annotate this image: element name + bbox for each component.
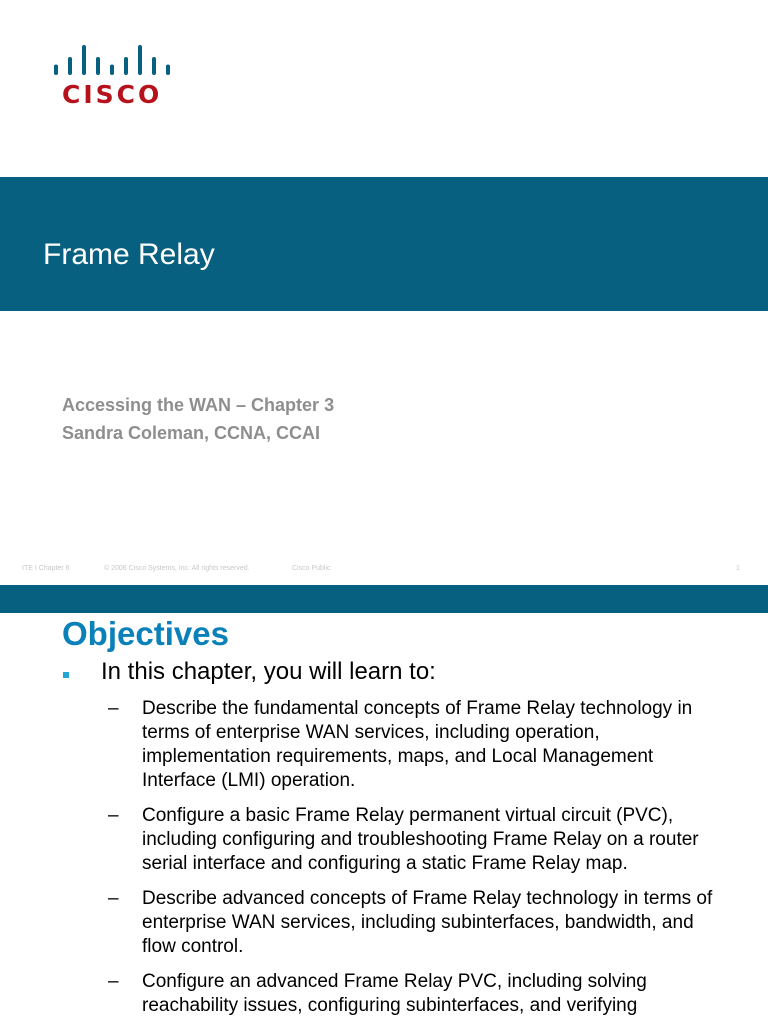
objective-item xyxy=(108,970,728,1018)
objective-text: Configure an advanced Frame Relay PVC, including solving reachability issues, configuring subinterfaces, and verifying xyxy=(142,971,647,1016)
cisco-wordmark: CISCO xyxy=(62,80,163,109)
cisco-bar xyxy=(96,57,100,75)
dash-bullet: – xyxy=(108,698,119,719)
objective-text: Describe the fundamental concepts of Frame Relay technology in terms of enterprise WAN services, including operation, implementation requirements, maps, and Local Management Interface (LMI) operation. xyxy=(142,698,693,791)
cisco-logo xyxy=(52,42,176,112)
objective-item xyxy=(108,697,728,793)
header-band xyxy=(0,585,768,613)
objectives-list xyxy=(108,697,728,1029)
objective-item xyxy=(108,887,728,959)
cisco-bar xyxy=(110,65,114,76)
cisco-bar xyxy=(166,65,170,76)
objective-text: Configure a basic Frame Relay permanent virtual circuit (PVC), including configuring and troubleshooting Frame Relay on a router serial interface and configuring a static Frame Relay map. xyxy=(142,805,699,874)
objective-text: Describe advanced concepts of Frame Relay technology in terms of enterprise WAN services, including subinterfaces, bandwidth, and flow control. xyxy=(142,888,713,957)
subtitle-course: Accessing the WAN – Chapter 3 xyxy=(62,395,335,415)
dash-bullet: – xyxy=(108,805,119,826)
dash-bullet: – xyxy=(108,971,119,992)
cisco-bar xyxy=(124,57,128,75)
objective-item xyxy=(108,804,728,876)
square-bullet-icon xyxy=(63,672,69,678)
objectives-title: Objectives xyxy=(62,615,229,652)
cisco-bar xyxy=(82,45,86,75)
objectives-slide xyxy=(0,585,768,1024)
footer-copyright: © 2006 Cisco Systems, Inc. All rights reserved. xyxy=(104,565,250,572)
cisco-bars-icon xyxy=(52,42,176,78)
cisco-bar xyxy=(54,65,58,76)
cisco-bar xyxy=(68,57,72,75)
bullet-intro: In this chapter, you will learn to: xyxy=(101,658,436,685)
slide-title: Frame Relay xyxy=(43,238,215,271)
footer-chapter: ITE I Chapter 6 xyxy=(22,565,70,572)
subtitle-author: Sandra Coleman, CCNA, CCAI xyxy=(62,423,321,443)
footer-classification: Cisco Public xyxy=(292,565,331,572)
dash-bullet: – xyxy=(108,888,119,909)
footer-page-number: 1 xyxy=(736,565,740,572)
cisco-bar xyxy=(138,45,142,75)
cisco-bar xyxy=(152,57,156,75)
